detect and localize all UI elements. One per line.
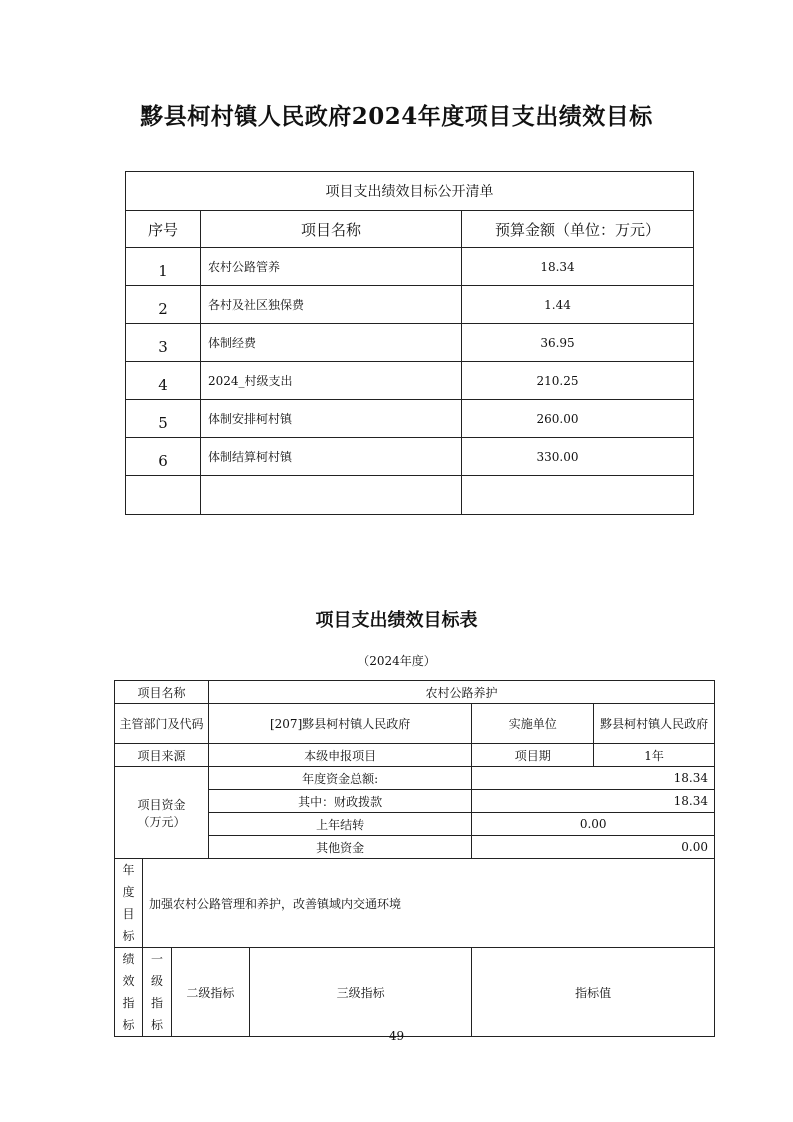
- row-project-name: 体制结算柯村镇: [201, 438, 462, 476]
- row-project-name: 各村及社区独保费: [201, 286, 462, 324]
- row-amount: 330.00: [462, 438, 694, 476]
- period-label: 项目期: [472, 744, 594, 767]
- dept-label: 主管部门及代码: [115, 704, 209, 744]
- list-table-header-row: [126, 211, 694, 248]
- row-amount: 36.95: [462, 324, 694, 362]
- project-name-value: 农村公路养护: [208, 681, 714, 704]
- total-funds-value: 18.34: [472, 767, 715, 790]
- project-name-label: 项目名称: [115, 681, 209, 704]
- page-number: 49: [388, 1029, 405, 1043]
- header-seq: 序号: [126, 211, 201, 248]
- table-row: [126, 248, 694, 286]
- row-seq: 2: [126, 286, 201, 324]
- impl-unit-value: 黟县柯村镇人民政府: [594, 704, 715, 744]
- table-row: [126, 286, 694, 324]
- table-row: [126, 362, 694, 400]
- carryover-value: 0.00: [472, 813, 715, 836]
- source-label: 项目来源: [115, 744, 209, 767]
- table-row: [126, 324, 694, 362]
- indicators-label: 绩效指标: [115, 948, 143, 1037]
- level1-indicator-label: 一级指标: [142, 948, 171, 1037]
- header-budget: 预算金额（单位：万元）: [462, 211, 694, 248]
- fiscal-funds-label: 其中：财政拨款: [208, 790, 471, 813]
- row-project-name: 2024_村级支出: [201, 362, 462, 400]
- total-funds-label: 年度资金总额:: [208, 767, 471, 790]
- table-row-empty: [126, 476, 694, 515]
- row-amount: 210.25: [462, 362, 694, 400]
- impl-unit-label: 实施单位: [472, 704, 594, 744]
- empty-cell: [462, 476, 694, 515]
- carryover-label: 上年结转: [208, 813, 471, 836]
- annual-goal-label: 年度目标: [115, 859, 143, 948]
- annual-goal-value: 加强农村公路管理和养护，改善镇域内交通环境: [142, 859, 714, 948]
- document-title: 黟县柯村镇人民政府2024年度项目支出绩效目标: [140, 103, 653, 130]
- row-amount: 1.44: [462, 286, 694, 324]
- row-amount: 18.34: [462, 248, 694, 286]
- funds-label: 项目资金（万元）: [115, 767, 209, 859]
- row-seq: 3: [126, 324, 201, 362]
- perf-table-year: （2024年度）: [357, 654, 436, 668]
- table-row: [126, 438, 694, 476]
- dept-value: [207]黟县柯村镇人民政府: [208, 704, 471, 744]
- performance-target-table: [114, 680, 715, 1037]
- row-seq: 4: [126, 362, 201, 400]
- empty-cell: [126, 476, 201, 515]
- empty-cell: [201, 476, 462, 515]
- row-amount: 260.00: [462, 400, 694, 438]
- period-value: 1年: [594, 744, 715, 767]
- list-table-caption: 项目支出绩效目标公开清单: [126, 172, 694, 211]
- fiscal-funds-value: 18.34: [472, 790, 715, 813]
- row-project-name: 体制安排柯村镇: [201, 400, 462, 438]
- table-row: [126, 400, 694, 438]
- row-seq: 5: [126, 400, 201, 438]
- other-funds-label: 其他资金: [208, 836, 471, 859]
- level3-indicator-label: 三级指标: [249, 948, 472, 1037]
- project-list-table: [125, 171, 694, 515]
- row-seq: 1: [126, 248, 201, 286]
- indicator-value-label: 指标值: [472, 948, 715, 1037]
- level2-indicator-label: 二级指标: [171, 948, 249, 1037]
- row-project-name: 体制经费: [201, 324, 462, 362]
- row-seq: 6: [126, 438, 201, 476]
- row-project-name: 农村公路管养: [201, 248, 462, 286]
- other-funds-value: 0.00: [472, 836, 715, 859]
- perf-table-title: 项目支出绩效目标表: [315, 610, 478, 631]
- header-project-name: 项目名称: [201, 211, 462, 248]
- source-value: 本级申报项目: [208, 744, 471, 767]
